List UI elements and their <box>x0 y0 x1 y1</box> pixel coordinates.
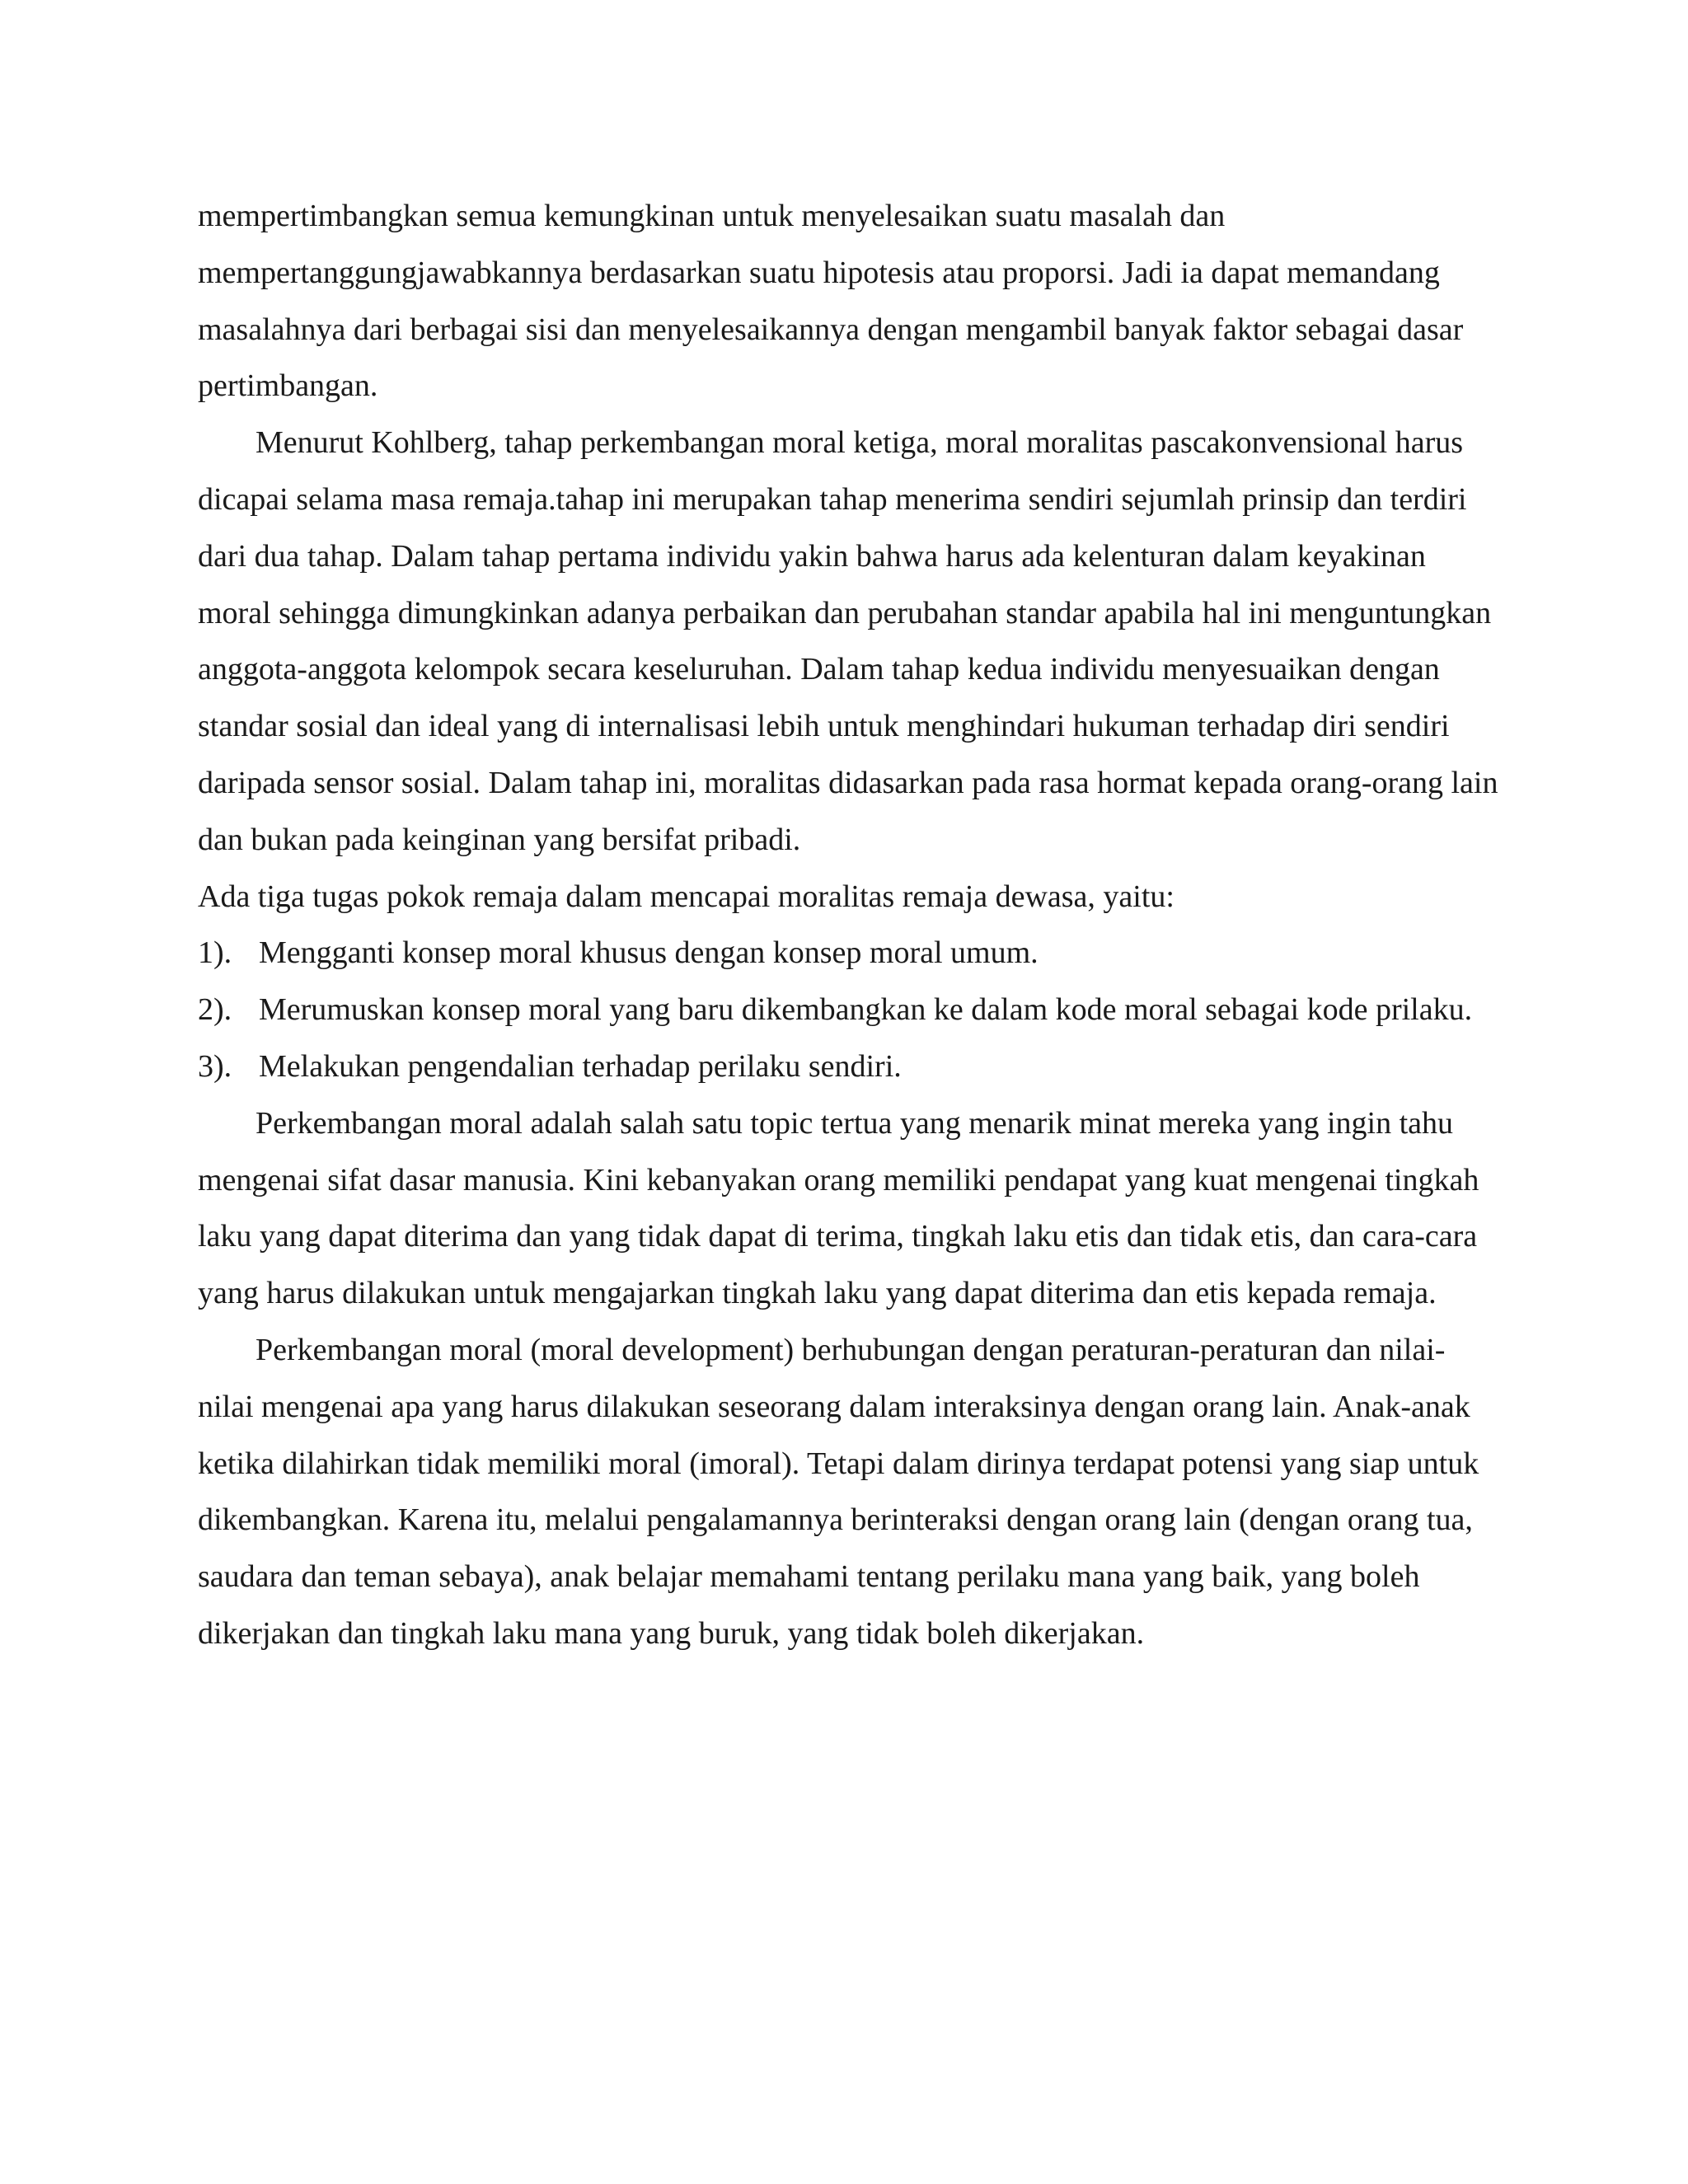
paragraph-moral-development: Perkembangan moral (moral development) berhubungan dengan peraturan-peraturan dan nilai-nilai mengenai apa yang harus dilakukan seseorang dalam interaksinya dengan orang lain. Anak-anak ketika dilahirkan tidak memiliki moral (imoral). Tetapi dalam dirinya terdapat potensi yang siap untuk dikembangkan. Karena itu, melalui pengalamannya berinteraksi dengan orang lain (dengan orang tua, saudara dan teman sebaya), anak belajar memahami tentang perilaku mana yang baik, yang boleh dikerjakan dan tingkah laku mana yang buruk, yang tidak boleh dikerjakan. <box>198 1332 1479 1651</box>
list-marker: 1). <box>198 935 232 971</box>
list-item <box>198 925 1500 982</box>
list-item-text: Melakukan pengendalian terhadap perilaku sendiri. <box>259 1048 902 1084</box>
list-marker: 2). <box>198 992 232 1028</box>
list-item-text: Merumuskan konsep moral yang baru dikembangkan ke dalam kode moral sebagai kode prilaku. <box>259 992 1473 1028</box>
paragraph-kohlberg: Menurut Kohlberg, tahap perkembangan moral ketiga, moral moralitas pascakonvensional harus dicapai selama masa remaja.tahap ini merupakan tahap menerima sendiri sejumlah prinsip dan terdiri dari dua tahap. Dalam tahap pertama individu yakin bahwa harus ada kelenturan dalam keyakinan moral sehingga dimungkinkan adanya perbaikan dan perubahan standar apabila hal ini menguntungkan anggota-anggota kelompok secara keseluruhan. Dalam tahap kedua individu menyesuaikan dengan standar sosial dan ideal yang di internalisasi lebih untuk menghindari hukuman terhadap diri sendiri daripada sensor sosial. Dalam tahap ini, moralitas didasarkan pada rasa hormat kepada orang-orang lain dan bukan pada keinginan yang bersifat pribadi. <box>198 425 1498 857</box>
list-item <box>198 1038 1500 1095</box>
list-marker: 3). <box>198 1048 232 1084</box>
list-intro: Ada tiga tugas pokok remaja dalam mencapai moralitas remaja dewasa, yaitu: <box>198 879 1175 914</box>
paragraph-moral-topic: Perkembangan moral adalah salah satu topic tertua yang menarik minat mereka yang ingin tahu mengenai sifat dasar manusia. Kini kebanyakan orang memiliki pendapat yang kuat mengenai tingkah laku yang dapat diterima dan yang tidak dapat di terima, tingkah laku etis dan tidak etis, dan cara-cara yang harus dilakukan untuk mengajarkan tingkah laku yang dapat diterima dan etis kepada remaja. <box>198 1105 1479 1311</box>
list-item-text: Mengganti konsep moral khusus dengan konsep moral umum. <box>259 935 1039 971</box>
list-item <box>198 982 1500 1038</box>
document-body <box>198 188 1500 1662</box>
paragraph-continuation: mempertimbangkan semua kemungkinan untuk menyelesaikan suatu masalah dan mempertanggungjawabkannya berdasarkan suatu hipotesis atau proporsi. Jadi ia dapat memandang masalahnya dari berbagai sisi dan menyelesaikannya dengan mengambil banyak faktor sebagai dasar pertimbangan. <box>198 199 1464 404</box>
